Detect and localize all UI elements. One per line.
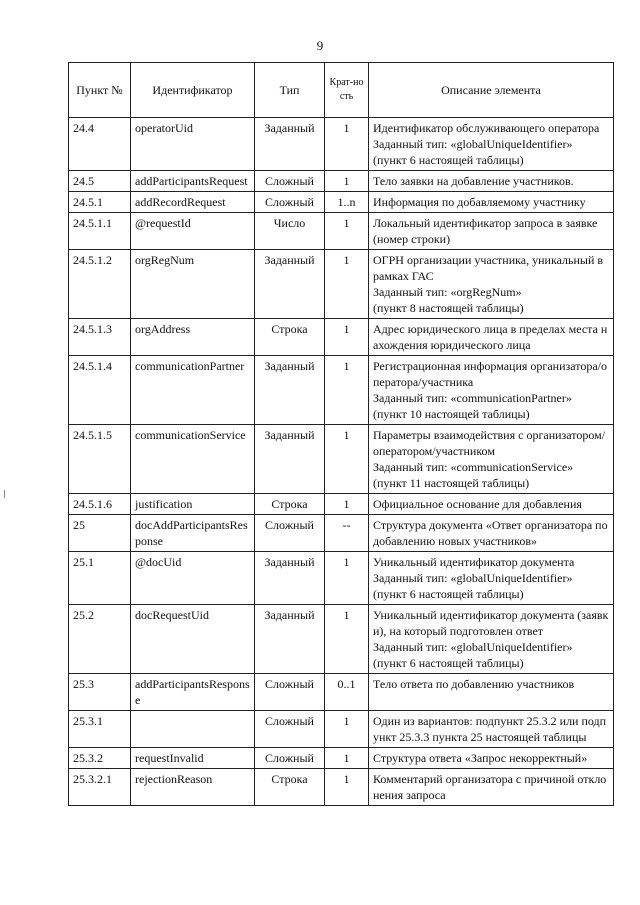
- description-line: Заданный тип: «globalUniqueIdentifier»: [373, 640, 573, 654]
- row-description: [369, 674, 614, 711]
- row-multiplicity: 1: [325, 356, 369, 425]
- description-line: Идентификатор обслуживающего оператора: [373, 121, 600, 135]
- description-line: (пункт 6 настоящей таблицы): [373, 587, 524, 601]
- table-row: [69, 213, 614, 250]
- description-line: Структура ответа «Запрос некорректный»: [373, 751, 588, 765]
- row-identifier: @docUid: [131, 552, 255, 605]
- description-line: Официальное основание для добавления: [373, 497, 582, 511]
- description-line: Заданный тип: «globalUniqueIdentifier»: [373, 137, 573, 151]
- header-num: Пункт №: [69, 63, 131, 118]
- row-type: Сложный: [255, 171, 325, 192]
- row-multiplicity: 1: [325, 171, 369, 192]
- table-row: [69, 319, 614, 356]
- row-identifier: orgRegNum: [131, 250, 255, 319]
- row-number: 24.4: [69, 118, 131, 171]
- table-row: [69, 711, 614, 748]
- row-description: [369, 192, 614, 213]
- row-number: 24.5: [69, 171, 131, 192]
- description-line: (пункт 11 настоящей таблицы): [373, 476, 530, 490]
- row-description: [369, 748, 614, 769]
- header-identifier: Идентификатор: [131, 63, 255, 118]
- row-number: 24.5.1: [69, 192, 131, 213]
- description-line: Заданный тип: «communicationService»: [373, 460, 574, 474]
- row-number: 24.5.1.2: [69, 250, 131, 319]
- row-multiplicity: 0..1: [325, 674, 369, 711]
- row-multiplicity: 1: [325, 605, 369, 674]
- table-row: [69, 118, 614, 171]
- row-multiplicity: 1: [325, 250, 369, 319]
- row-type: Сложный: [255, 515, 325, 552]
- row-description: [369, 250, 614, 319]
- row-description: [369, 552, 614, 605]
- page-number: 9: [316, 38, 324, 53]
- description-line: Уникальный идентификатор документа: [373, 555, 575, 569]
- row-number: 24.5.1.3: [69, 319, 131, 356]
- margin-mark: [4, 490, 5, 498]
- row-description: [369, 171, 614, 192]
- description-line: Параметры взаимодействия с организатором/оператором/участником: [373, 428, 606, 458]
- table-body: [69, 118, 614, 806]
- description-line: Адрес юридического лица в пределах места нахождения юридического лица: [373, 322, 608, 352]
- row-multiplicity: 1: [325, 118, 369, 171]
- row-number: 24.5.1.4: [69, 356, 131, 425]
- description-line: Регистрационная информация организатора/оператора/участника: [373, 359, 607, 389]
- row-identifier: communicationPartner: [131, 356, 255, 425]
- row-type: Заданный: [255, 552, 325, 605]
- table-row: [69, 605, 614, 674]
- row-identifier: requestInvalid: [131, 748, 255, 769]
- row-number: 25.3: [69, 674, 131, 711]
- description-line: Заданный тип: «orgRegNum»: [373, 285, 522, 299]
- description-line: ОГРН организации участника, уникальный в рамках ГАС: [373, 253, 604, 283]
- header-multiplicity: Крат-ность: [325, 63, 369, 118]
- row-type: Строка: [255, 494, 325, 515]
- description-line: Один из вариантов: подпункт 25.3.2 или подпункт 25.3.3 пункта 25 настоящей таблицы: [373, 714, 607, 744]
- row-number: 24.5.1.1: [69, 213, 131, 250]
- row-type: Сложный: [255, 192, 325, 213]
- row-type: Заданный: [255, 605, 325, 674]
- table-row: [69, 425, 614, 494]
- table-row: [69, 515, 614, 552]
- row-type: Сложный: [255, 748, 325, 769]
- row-number: 24.5.1.6: [69, 494, 131, 515]
- row-number: 25.2: [69, 605, 131, 674]
- row-number: 25.3.2.1: [69, 769, 131, 806]
- row-identifier: docRequestUid: [131, 605, 255, 674]
- table-row: [69, 769, 614, 806]
- row-multiplicity: 1: [325, 711, 369, 748]
- row-identifier: orgAddress: [131, 319, 255, 356]
- row-multiplicity: 1: [325, 769, 369, 806]
- row-type: Заданный: [255, 250, 325, 319]
- row-description: [369, 425, 614, 494]
- row-type: Сложный: [255, 674, 325, 711]
- header-description: Описание элемента: [369, 63, 614, 118]
- row-description: [369, 769, 614, 806]
- table-row: [69, 674, 614, 711]
- row-identifier: communicationService: [131, 425, 255, 494]
- description-line: Заданный тип: «globalUniqueIdentifier»: [373, 571, 573, 585]
- description-line: Структура документа «Ответ организатора по добавлению новых участников»: [373, 518, 608, 548]
- row-multiplicity: 1: [325, 552, 369, 605]
- description-line: Уникальный идентификатор документа (заявки), на который подготовлен ответ: [373, 608, 609, 638]
- table-row: [69, 748, 614, 769]
- table-row: [69, 552, 614, 605]
- row-description: [369, 515, 614, 552]
- row-multiplicity: 1: [325, 748, 369, 769]
- row-description: [369, 356, 614, 425]
- row-type: Заданный: [255, 356, 325, 425]
- row-multiplicity: 1: [325, 319, 369, 356]
- description-line: Заданный тип: «communicationPartner»: [373, 391, 572, 405]
- row-type: Строка: [255, 769, 325, 806]
- table-row: [69, 494, 614, 515]
- description-line: (пункт 8 настоящей таблицы): [373, 301, 524, 315]
- row-identifier: addRecordRequest: [131, 192, 255, 213]
- table-row: [69, 192, 614, 213]
- row-multiplicity: 1: [325, 213, 369, 250]
- row-number: 25: [69, 515, 131, 552]
- table-row: [69, 171, 614, 192]
- table-header-row: [69, 63, 614, 118]
- row-description: [369, 213, 614, 250]
- row-identifier: @requestId: [131, 213, 255, 250]
- row-identifier: justification: [131, 494, 255, 515]
- row-identifier: rejectionReason: [131, 769, 255, 806]
- row-identifier: docAddParticipantsResponse: [131, 515, 255, 552]
- row-description: [369, 118, 614, 171]
- row-multiplicity: --: [325, 515, 369, 552]
- description-line: (пункт 6 настоящей таблицы): [373, 656, 524, 670]
- row-description: [369, 605, 614, 674]
- row-identifier: operatorUid: [131, 118, 255, 171]
- row-identifier: addParticipantsRequest: [131, 171, 255, 192]
- description-line: (пункт 6 настоящей таблицы): [373, 153, 524, 167]
- table-row: [69, 356, 614, 425]
- row-type: Число: [255, 213, 325, 250]
- spec-table: [68, 62, 614, 806]
- row-type: Заданный: [255, 118, 325, 171]
- row-identifier: [131, 711, 255, 748]
- row-description: [369, 711, 614, 748]
- table-row: [69, 250, 614, 319]
- row-multiplicity: 1: [325, 425, 369, 494]
- row-description: [369, 494, 614, 515]
- row-multiplicity: 1: [325, 494, 369, 515]
- row-number: 25.3.1: [69, 711, 131, 748]
- description-line: Тело ответа по добавлению участников: [373, 677, 575, 691]
- description-line: Информация по добавляемому участнику: [373, 195, 586, 209]
- row-identifier: addParticipantsResponse: [131, 674, 255, 711]
- row-description: [369, 319, 614, 356]
- row-multiplicity: 1..n: [325, 192, 369, 213]
- row-type: Строка: [255, 319, 325, 356]
- row-type: Сложный: [255, 711, 325, 748]
- row-number: 24.5.1.5: [69, 425, 131, 494]
- row-number: 25.1: [69, 552, 131, 605]
- description-line: Локальный идентификатор запроса в заявке (номер строки): [373, 216, 598, 246]
- row-type: Заданный: [255, 425, 325, 494]
- row-number: 25.3.2: [69, 748, 131, 769]
- description-line: Комментарий организатора с причиной отклонения запроса: [373, 772, 607, 802]
- header-type: Тип: [255, 63, 325, 118]
- description-line: Тело заявки на добавление участников.: [373, 174, 574, 188]
- description-line: (пункт 10 настоящей таблицы): [373, 407, 530, 421]
